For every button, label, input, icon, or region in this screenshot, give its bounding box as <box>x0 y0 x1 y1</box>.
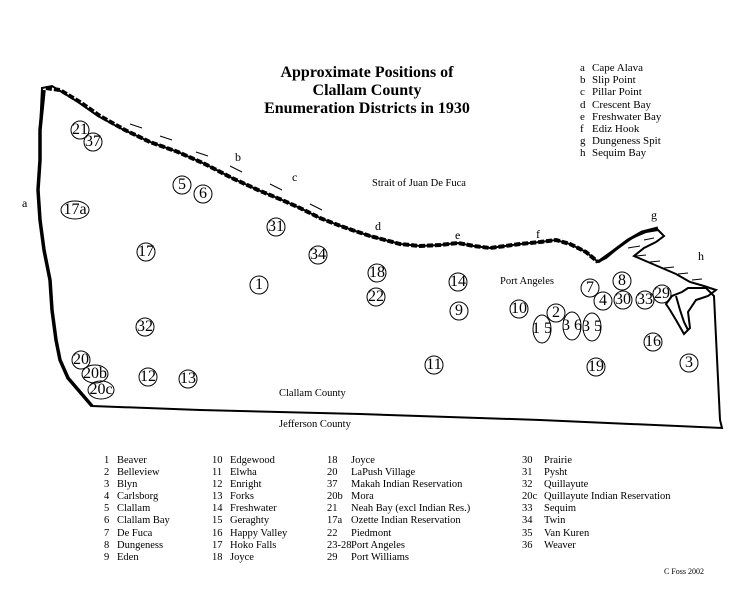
district-marker-label: 21 <box>72 121 88 138</box>
point-letter-g: g <box>651 208 657 222</box>
district-legend-row <box>104 503 170 515</box>
district-marker <box>450 302 468 320</box>
district-name: Quillayute <box>544 479 589 491</box>
district-marker <box>636 291 654 309</box>
district-number: 32 <box>522 479 533 491</box>
district-marker-label: 37 <box>85 133 101 150</box>
district-number: 7 <box>104 527 110 539</box>
district-marker <box>368 264 386 282</box>
district-marker-label: 5 <box>178 176 186 193</box>
district-legend-row <box>522 515 671 527</box>
district-marker-label: 33 <box>637 291 653 308</box>
district-legend-row <box>212 455 287 467</box>
point-letter-e: e <box>455 228 461 242</box>
district-number: 17 <box>212 539 223 551</box>
district-marker-label: 3 5 <box>582 318 602 335</box>
district-marker <box>194 185 212 203</box>
district-marker <box>137 243 155 261</box>
district-marker-label: 9 <box>455 302 463 319</box>
district-number: 30 <box>522 455 533 466</box>
district-marker <box>680 354 698 372</box>
district-name: Port Angeles <box>351 539 405 551</box>
landmark-name: Freshwater Bay <box>592 110 662 123</box>
district-marker-label: 3 6 <box>562 317 582 334</box>
district-marker-label: 30 <box>615 291 631 308</box>
district-name: Neah Bay (excl Indian Res.) <box>351 503 471 515</box>
landmark-name: Dungeness Spit <box>592 135 661 148</box>
point-letter-f: f <box>536 227 540 241</box>
title-line-1: Approximate Positions of <box>280 64 454 81</box>
landmark-key: e <box>580 110 585 123</box>
district-number: 9 <box>104 551 110 563</box>
district-number: 18 <box>212 551 223 563</box>
landmark-name: Cape Alava <box>592 62 644 74</box>
district-number: 10 <box>212 455 223 466</box>
district-marker-label: 20b <box>83 365 107 382</box>
landmark-name: Slip Point <box>592 74 636 87</box>
landmark-key: d <box>580 98 586 111</box>
district-marker-label: 18 <box>369 264 385 281</box>
district-name: Blyn <box>117 479 138 491</box>
district-name: Clallam <box>117 503 151 515</box>
title-line-2: Clallam County <box>312 82 422 99</box>
district-marker <box>267 218 285 236</box>
district-legend-row <box>104 455 170 467</box>
district-legend-row <box>104 479 170 491</box>
point-letter-a: a <box>22 196 28 210</box>
district-number: 2 <box>104 467 110 479</box>
district-legend-row <box>522 503 671 515</box>
district-marker-label: 32 <box>137 318 153 335</box>
district-marker-label: 31 <box>268 218 284 235</box>
landmark-legend-row <box>580 62 661 74</box>
district-marker-label: 11 <box>426 356 442 373</box>
district-legend-row <box>212 515 287 527</box>
landmark-legend-row <box>580 147 661 159</box>
district-number: 29 <box>327 551 338 563</box>
district-name: Hoko Falls <box>230 539 277 551</box>
landmark-legend-row <box>580 74 661 86</box>
landmark-key: h <box>580 147 586 160</box>
district-legend-row <box>212 491 287 503</box>
landmark-key: f <box>580 123 584 136</box>
district-marker-label: 22 <box>368 288 384 305</box>
district-number: 20c <box>522 491 538 503</box>
district-number: 13 <box>212 491 223 503</box>
district-name: Quillayute Indian Reservation <box>544 491 671 503</box>
landmark-name: Sequim Bay <box>592 147 647 160</box>
point-letter-b: b <box>235 150 241 164</box>
district-marker-label: 34 <box>310 246 326 263</box>
district-name: Dungeness <box>117 539 164 551</box>
district-legend-row <box>212 503 287 515</box>
district-marker-label: 2 <box>552 304 560 321</box>
district-name: Edgewood <box>230 455 275 466</box>
district-number: 5 <box>104 503 110 515</box>
district-name: De Fuca <box>117 527 153 539</box>
landmark-legend-row <box>580 111 661 123</box>
district-number: 8 <box>104 539 110 551</box>
district-number: 21 <box>327 503 338 515</box>
district-name: Beaver <box>117 455 147 466</box>
district-name: Pysht <box>544 467 568 479</box>
district-number: 20 <box>327 467 338 479</box>
landmark-name: Ediz Hook <box>592 123 640 136</box>
district-marker-label: 29 <box>654 285 670 302</box>
district-name: Weaver <box>544 539 576 551</box>
district-legend-row <box>104 491 170 503</box>
district-legend-row <box>522 479 671 491</box>
district-name: Piedmont <box>351 527 392 539</box>
district-name: Enright <box>230 479 262 491</box>
district-legend-row <box>212 528 287 540</box>
district-marker-label: 13 <box>180 370 196 387</box>
district-legend-col-4 <box>522 455 671 552</box>
district-number: 6 <box>104 515 110 527</box>
port-angeles-label: Port Angeles <box>500 276 554 287</box>
district-marker-label: 1 <box>255 276 263 293</box>
district-legend-row <box>327 515 470 527</box>
landmark-key: a <box>580 62 585 74</box>
district-marker <box>425 356 443 374</box>
district-name: Sequim <box>544 503 577 515</box>
district-marker-label: 3 <box>685 354 693 371</box>
landmark-key: c <box>580 86 585 99</box>
district-number: 35 <box>522 527 533 539</box>
district-name: Forks <box>230 491 254 503</box>
district-legend-row <box>522 491 671 503</box>
district-legend-row <box>327 491 470 503</box>
district-number: 15 <box>212 515 223 527</box>
district-marker <box>173 176 191 194</box>
landmark-name: Crescent Bay <box>592 98 651 111</box>
district-marker <box>367 288 385 306</box>
district-name: Twin <box>544 515 566 527</box>
district-name: Clallam Bay <box>117 515 170 527</box>
district-number: 1 <box>104 455 110 466</box>
landmark-name: Pillar Point <box>592 86 642 99</box>
district-marker <box>594 292 612 310</box>
district-marker <box>250 276 268 294</box>
district-marker-label: 7 <box>586 279 594 296</box>
district-marker <box>653 285 671 303</box>
district-legend-row <box>327 540 470 552</box>
district-legend-row <box>327 479 470 491</box>
strait-label: Strait of Juan De Fuca <box>372 178 466 189</box>
district-number: 31 <box>522 467 533 479</box>
district-legend-row <box>327 552 470 564</box>
district-number: 11 <box>212 467 223 479</box>
district-name: Mora <box>351 491 374 503</box>
district-marker <box>614 291 632 309</box>
district-marker <box>136 318 154 336</box>
district-marker-label: 14 <box>450 273 466 290</box>
district-name: Elwha <box>230 467 257 479</box>
district-legend-row <box>104 467 170 479</box>
district-number: 37 <box>327 479 338 491</box>
district-marker-label: 20 <box>73 351 89 368</box>
district-legend-row <box>104 540 170 552</box>
district-name: Eden <box>117 551 139 563</box>
landmark-legend-row <box>580 135 661 147</box>
district-marker-label: 16 <box>645 333 661 350</box>
district-number: 16 <box>212 527 223 539</box>
district-legend-row <box>104 515 170 527</box>
district-marker <box>510 300 528 318</box>
district-name: Port Williams <box>351 551 410 563</box>
district-name: Happy Valley <box>230 527 288 539</box>
district-marker-label: 12 <box>140 368 156 385</box>
district-marker-label: 1 5 <box>532 320 552 337</box>
district-legend-row <box>104 528 170 540</box>
district-number: 14 <box>212 503 223 515</box>
district-name: Van Kuren <box>544 527 590 539</box>
district-number: 33 <box>522 503 533 515</box>
district-number: 18 <box>327 455 338 466</box>
district-marker <box>644 333 662 351</box>
district-number: 20b <box>327 491 343 503</box>
district-legend-row <box>327 528 470 540</box>
district-marker-label: 20c <box>89 381 113 398</box>
landmark-legend-row <box>580 99 661 111</box>
point-letter-d: d <box>375 219 381 233</box>
author-credit: C Foss 2002 <box>664 567 705 576</box>
landmark-key: g <box>580 135 586 148</box>
clallam-county-label: Clallam County <box>279 388 346 399</box>
district-name: Belleview <box>117 467 160 479</box>
district-marker-label: 17a <box>63 201 87 218</box>
landmark-legend <box>580 62 661 160</box>
district-name: LaPush Village <box>351 467 416 479</box>
district-marker <box>61 201 89 219</box>
landmark-key: b <box>580 74 586 87</box>
district-marker <box>139 368 157 386</box>
district-marker-label: 4 <box>599 292 607 309</box>
district-marker-label: 19 <box>588 358 604 375</box>
landmark-legend-row <box>580 123 661 135</box>
map-title <box>228 64 506 118</box>
district-name: Prairie <box>544 455 572 466</box>
district-marker <box>179 370 197 388</box>
district-name: Freshwater <box>230 503 277 515</box>
district-legend-col-2 <box>212 455 287 564</box>
district-legend-row <box>522 467 671 479</box>
district-legend-row <box>212 540 287 552</box>
district-number: 23-28 <box>327 539 352 551</box>
district-number: 3 <box>104 479 110 491</box>
district-legend-row <box>327 503 470 515</box>
district-name: Joyce <box>230 551 254 563</box>
district-marker <box>88 381 114 399</box>
district-marker <box>562 312 582 340</box>
district-legend-row <box>212 479 287 491</box>
district-marker <box>582 313 602 341</box>
point-letter-h: h <box>698 249 704 263</box>
district-legend-row <box>522 528 671 540</box>
district-legend-col-1 <box>104 455 170 564</box>
district-marker <box>613 272 631 290</box>
district-number: 22 <box>327 527 338 539</box>
district-legend-row <box>212 552 287 564</box>
district-legend-col-3 <box>327 455 470 564</box>
district-number: 36 <box>522 539 533 551</box>
district-marker-label: 8 <box>618 272 626 289</box>
district-legend-row <box>327 467 470 479</box>
district-name: Carlsborg <box>117 491 159 503</box>
district-marker <box>84 133 102 151</box>
district-number: 12 <box>212 479 223 491</box>
district-name: Geraghty <box>230 515 270 527</box>
district-name: Makah Indian Reservation <box>351 479 463 491</box>
district-marker-label: 17 <box>138 243 154 260</box>
district-number: 34 <box>522 515 533 527</box>
district-legend-row <box>522 455 671 467</box>
district-legend-row <box>522 540 671 552</box>
district-number: 17a <box>327 515 343 527</box>
district-marker-label: 6 <box>199 185 207 202</box>
district-marker-label: 10 <box>511 300 527 317</box>
district-legend-row <box>104 552 170 564</box>
district-marker <box>309 246 327 264</box>
district-legend-row <box>327 455 470 467</box>
district-number: 4 <box>104 491 110 503</box>
title-line-3: Enumeration Districts in 1930 <box>264 100 470 117</box>
district-legend-row <box>212 467 287 479</box>
district-name: Joyce <box>351 455 375 466</box>
district-marker <box>449 273 467 291</box>
district-name: Ozette Indian Reservation <box>351 515 461 527</box>
district-marker <box>587 358 605 376</box>
point-letter-c: c <box>292 170 298 184</box>
jefferson-county-label: Jefferson County <box>279 419 351 430</box>
landmark-legend-row <box>580 86 661 98</box>
